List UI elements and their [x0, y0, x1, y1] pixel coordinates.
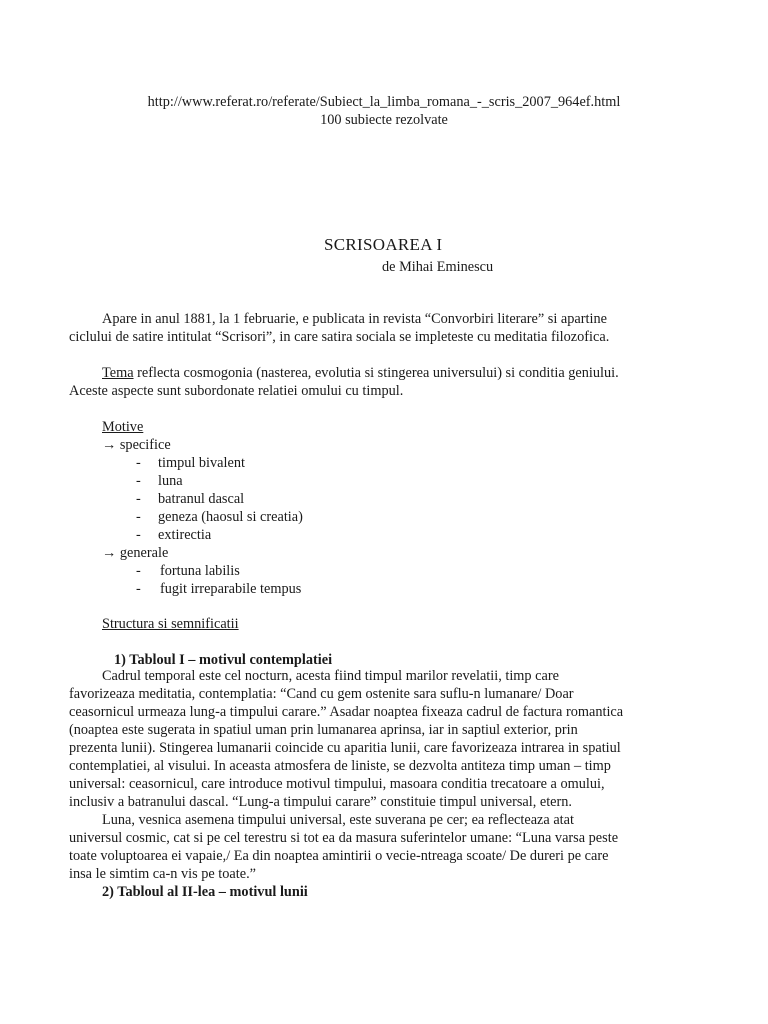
list-dash: - [136, 581, 141, 597]
tablou1-line: (noaptea este sugerata in spatiul uman prin lumanarea aprinsa, iar in saptiul exterior, prin [69, 722, 578, 738]
tablou1-heading: 1) Tabloul I – motivul contemplatiei [114, 652, 333, 668]
motive-specifice-item: geneza (haosul si creatia) [158, 509, 303, 525]
tablou1-line: inclusiv a batranului dascal. “Lung-a timpului carare” constituie timpul universal, etern. [69, 794, 573, 810]
document-title: SCRISOAREA I [324, 235, 443, 254]
list-dash: - [136, 473, 141, 489]
tablou1-line: Cadrul temporal este cel nocturn, acesta fiind timpul marilor revelatii, timp care [102, 668, 559, 684]
tablou1-line: favorizeaza meditatia, contemplatia: “Cand cu gem ostenite sara suflu-n lumanare/ Doar [69, 686, 574, 702]
intro-line-1: Apare in anul 1881, la 1 februarie, e publicata in revista “Convorbiri literare” si apartine [102, 311, 607, 327]
motive-generale-item: fortuna labilis [160, 563, 240, 579]
motive-specifice-item: extirectia [158, 527, 212, 543]
source-url: http://www.referat.ro/referate/Subiect_la_limba_romana_-_scris_2007_964ef.html [147, 94, 621, 110]
tema-line-1 [102, 364, 619, 382]
tema-line-2: Aceste aspecte sunt subordonate relatiei omului cu timpul. [69, 383, 404, 399]
tablou1-line: ceasornicul urmeaza lung-a timpului carare.” Asadar noaptea fixeaza cadrul de factura romantica [69, 704, 624, 720]
tablou2-heading: 2) Tabloul al II-lea – motivul lunii [102, 884, 308, 900]
tablou1-line: universal: ceasornicul, care introduce motivul timpului, masoara conditia trecatoare a omului, [69, 776, 605, 792]
structure-heading: Structura si semnificatii [102, 616, 239, 632]
source-subtitle: 100 subiecte rezolvate [320, 112, 448, 128]
intro-line-2: ciclului de satire intitulat “Scrisori”, in care satira sociala se impleteste cu meditatia filozofica. [69, 329, 610, 345]
tablou1-line: insa le simtim ca-n vis pe toate.” [69, 866, 256, 882]
list-dash: - [136, 509, 141, 525]
tablou1-line: Luna, vesnica asemena timpului universal, este suverana pe cer; ea reflecteaza atat [102, 812, 574, 828]
list-dash: - [136, 527, 141, 543]
tema-text: reflecta cosmogonia (nasterea, evolutia si stingerea universului) si conditia geniului. [133, 365, 619, 381]
list-dash: - [136, 491, 141, 507]
list-dash: - [136, 455, 141, 471]
motive-specifice-item: batranul dascal [158, 491, 245, 507]
motive-heading: Motive [102, 419, 144, 435]
motive-generale-item: fugit irreparabile tempus [160, 581, 302, 597]
tablou1-line: toate voluptoarea ei vapaie,/ Ea din noaptea amintirii o vecie-ntreaga scoate/ De dureri pe care [69, 848, 609, 864]
document-author: de Mihai Eminescu [382, 259, 494, 275]
tablou1-line: contemplatiei, al visului. In aceasta atmosfera de liniste, se dezvolta antiteza timp uman – timp [69, 758, 611, 774]
tablou1-line: universul cosmic, cat si pe cel terestru si tot ea da masura suferintelor umane: “Luna varsa peste [69, 830, 619, 846]
tema-label: Tema [102, 365, 134, 381]
tablou1-line: prezenta lunii). Stingerea lumanarii coincide cu aparitia lunii, care favorizeaza intrarea in spatiul [69, 740, 621, 756]
motive-specifice-item: luna [158, 473, 183, 489]
list-dash: - [136, 563, 141, 579]
motive-specifice-item: timpul bivalent [158, 455, 245, 471]
motive-specifice-label: → specifice [102, 437, 171, 453]
motive-generale-label: → generale [102, 545, 169, 561]
